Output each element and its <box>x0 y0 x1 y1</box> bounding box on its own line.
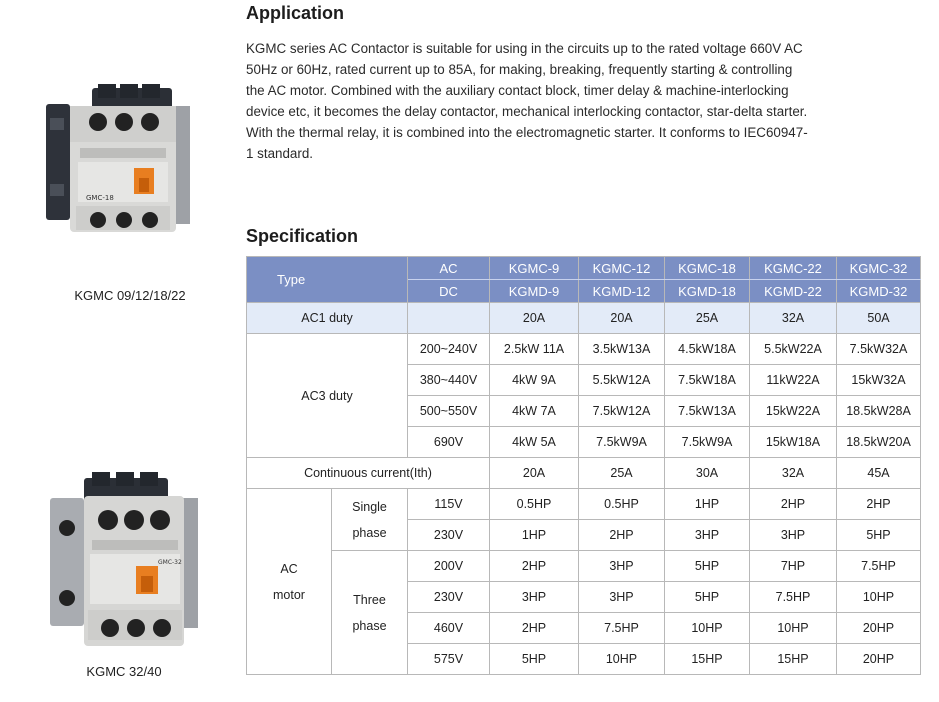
table-cell: 7.5kW13A <box>665 396 750 427</box>
table-cell: 20HP <box>837 613 921 644</box>
phase-label-line: Single <box>352 499 387 514</box>
type-header: Type <box>247 257 408 303</box>
application-heading: Application <box>246 3 344 23</box>
voltage-cell: 690V <box>408 427 490 458</box>
table-cell: 2HP <box>490 551 579 582</box>
table-cell: 2HP <box>750 489 837 520</box>
table-row <box>247 303 921 334</box>
table-row <box>247 257 921 280</box>
phase-label-line: Three <box>353 592 386 607</box>
table-cell: 10HP <box>579 644 665 675</box>
caption-small: KGMC 09/12/18/22 <box>74 288 186 303</box>
specification-heading: Specification <box>246 226 359 246</box>
table-cell: 15HP <box>750 644 837 675</box>
model-ac: KGMC-32 <box>837 257 921 280</box>
table-cell: 7.5kW9A <box>665 427 750 458</box>
table-cell: 15HP <box>665 644 750 675</box>
model-dc: KGMD-12 <box>579 280 665 303</box>
table-row <box>247 551 921 582</box>
table-cell: 0.5HP <box>490 489 579 520</box>
table-cell: 5.5kW12A <box>579 365 665 396</box>
model-dc: KGMD-18 <box>665 280 750 303</box>
table-cell: 50A <box>837 303 921 334</box>
table-cell: 7.5HP <box>750 582 837 613</box>
ac3-label: AC3 duty <box>247 334 408 458</box>
table-cell: 5HP <box>665 582 750 613</box>
dc-header: DC <box>408 280 490 303</box>
table-cell: 32A <box>750 303 837 334</box>
table-cell: 32A <box>750 458 837 489</box>
table-cell: 15kW22A <box>750 396 837 427</box>
table-cell: 3HP <box>665 520 750 551</box>
table-cell: 20HP <box>837 644 921 675</box>
paragraph-line: the AC motor. Combined with the auxiliary contact block, timer delay & machine-interlocking <box>246 83 789 98</box>
paragraph-line: device etc, it becomes the delay contactor, mechanical interlocking contactor, star-delta starter. <box>246 104 808 119</box>
table-cell: 7.5kW32A <box>837 334 921 365</box>
application-paragraph <box>246 38 922 164</box>
table-cell: 7.5kW12A <box>579 396 665 427</box>
table-cell: 18.5kW28A <box>837 396 921 427</box>
contactor-small-image <box>40 82 200 240</box>
voltage-cell: 115V <box>408 489 490 520</box>
table-cell: 11kW22A <box>750 365 837 396</box>
table-cell: 2HP <box>490 613 579 644</box>
table-cell: 25A <box>579 458 665 489</box>
phase-label-line: phase <box>352 525 387 540</box>
phase-label-line: phase <box>352 618 387 633</box>
model-ac: KGMC-9 <box>490 257 579 280</box>
table-cell: 3HP <box>579 582 665 613</box>
table-cell: 2.5kW 11A <box>490 334 579 365</box>
table-cell: 7.5HP <box>837 551 921 582</box>
voltage-cell: 230V <box>408 582 490 613</box>
ac1-label: AC1 duty <box>247 303 408 334</box>
table-cell: 3.5kW13A <box>579 334 665 365</box>
ac-motor-label <box>247 489 332 675</box>
table-cell: 3HP <box>579 551 665 582</box>
table-cell: 15kW32A <box>837 365 921 396</box>
table-cell: 7.5kW9A <box>579 427 665 458</box>
table-cell: 30A <box>665 458 750 489</box>
model-ac: KGMC-12 <box>579 257 665 280</box>
table-cell: 4kW 9A <box>490 365 579 396</box>
model-dc: KGMD-9 <box>490 280 579 303</box>
paragraph-line: With the thermal relay, it is combined into the electromagnetic starter. It conforms to IEC60947- <box>246 125 808 140</box>
table-cell: 18.5kW20A <box>837 427 921 458</box>
table-cell: 7.5HP <box>579 613 665 644</box>
table-cell: 20A <box>490 458 579 489</box>
continuous-label: Continuous current(Ith) <box>247 458 490 489</box>
paragraph-line: 50Hz or 60Hz, rated current up to 85A, for making, breaking, frequently starting & controlling <box>246 62 793 77</box>
table-cell: 3HP <box>750 520 837 551</box>
table-row <box>247 458 921 489</box>
table-cell: 3HP <box>490 582 579 613</box>
table-cell: 10HP <box>837 582 921 613</box>
ac-motor-label-line: motor <box>273 587 305 602</box>
table-cell: 1HP <box>665 489 750 520</box>
model-dc: KGMD-32 <box>837 280 921 303</box>
specification-table <box>246 256 921 675</box>
table-row <box>247 334 921 365</box>
table-cell: 4kW 7A <box>490 396 579 427</box>
table-cell: 2HP <box>579 520 665 551</box>
single-phase-label <box>332 489 408 551</box>
table-cell: 5.5kW22A <box>750 334 837 365</box>
paragraph-line: KGMC series AC Contactor is suitable for using in the circuits up to the rated voltage 660V AC <box>246 41 803 56</box>
table-cell: 7.5kW18A <box>665 365 750 396</box>
table-cell: 1HP <box>490 520 579 551</box>
table-cell: 10HP <box>665 613 750 644</box>
model-ac: KGMC-18 <box>665 257 750 280</box>
table-cell: 45A <box>837 458 921 489</box>
model-ac: KGMC-22 <box>750 257 837 280</box>
voltage-cell: 460V <box>408 613 490 644</box>
model-dc: KGMD-22 <box>750 280 837 303</box>
table-cell: 15kW18A <box>750 427 837 458</box>
table-cell: 25A <box>665 303 750 334</box>
table-cell: 5HP <box>837 520 921 551</box>
product-label: GMC-18 <box>86 194 114 202</box>
voltage-cell: 575V <box>408 644 490 675</box>
table-cell: 5HP <box>490 644 579 675</box>
table-cell: 0.5HP <box>579 489 665 520</box>
table-cell <box>408 303 490 334</box>
product-label: GMC-32 <box>158 559 182 566</box>
table-cell: 5HP <box>665 551 750 582</box>
ac-motor-label-line: AC <box>280 561 298 576</box>
three-phase-label <box>332 551 408 675</box>
table-cell: 10HP <box>750 613 837 644</box>
voltage-cell: 380~440V <box>408 365 490 396</box>
table-cell: 4.5kW18A <box>665 334 750 365</box>
voltage-cell: 230V <box>408 520 490 551</box>
paragraph-line: 1 standard. <box>246 146 313 161</box>
contactor-large-image <box>44 468 204 650</box>
ac-header: AC <box>408 257 490 280</box>
caption-large: KGMC 32/40 <box>86 664 162 679</box>
table-cell: 2HP <box>837 489 921 520</box>
table-cell: 20A <box>579 303 665 334</box>
table-cell: 20A <box>490 303 579 334</box>
voltage-cell: 200~240V <box>408 334 490 365</box>
voltage-cell: 200V <box>408 551 490 582</box>
table-row <box>247 489 921 520</box>
table-cell: 4kW 5A <box>490 427 579 458</box>
table-cell: 7HP <box>750 551 837 582</box>
voltage-cell: 500~550V <box>408 396 490 427</box>
